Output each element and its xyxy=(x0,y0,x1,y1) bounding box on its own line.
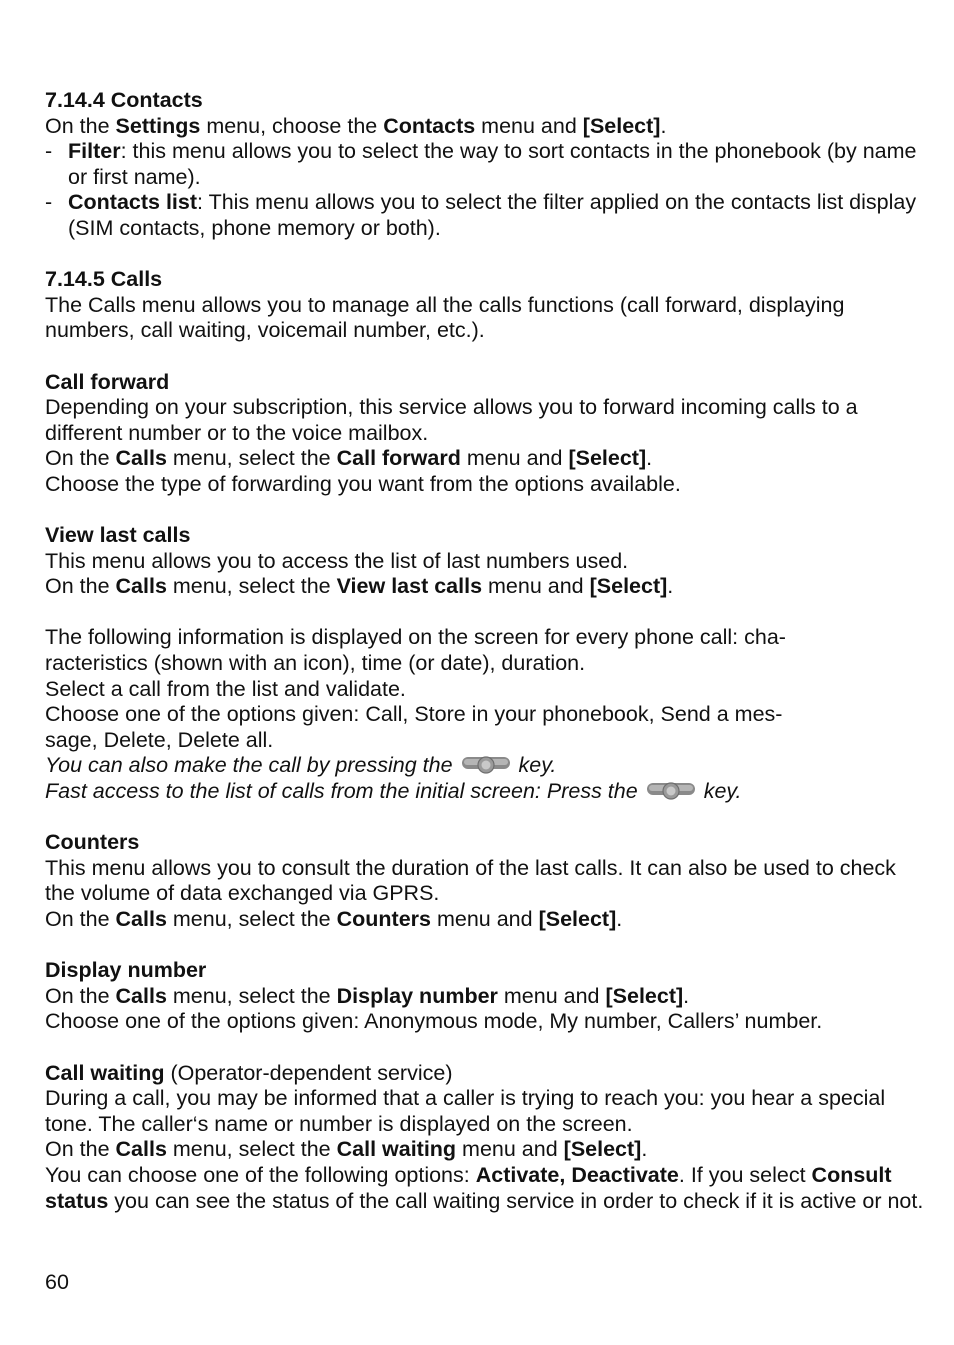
text-run: . xyxy=(683,983,690,1008)
text-run: menu, select the xyxy=(166,983,337,1008)
bullet-label: Filter xyxy=(68,139,121,164)
bold-term: [Select] xyxy=(605,983,684,1008)
section-heading-row xyxy=(45,1061,925,1087)
fast-access-note xyxy=(45,779,925,805)
section-call-info xyxy=(45,625,925,804)
text-run: menu, select the xyxy=(166,574,337,599)
bullet-label: Contacts list xyxy=(68,190,198,215)
section-contacts xyxy=(45,88,925,242)
calls-intro: The Calls menu allows you to manage all the calls functions (call forward, displaying numbers, call waiting, voicemail number, etc.). xyxy=(45,292,845,343)
text-run: menu, select the xyxy=(166,1137,337,1162)
text-run: menu, select the xyxy=(166,907,337,931)
section-heading: Call waiting xyxy=(45,1060,165,1085)
bullet-item-contacts-list xyxy=(45,190,925,241)
bold-term: Call forward xyxy=(336,446,461,471)
bold-term: Settings xyxy=(115,113,201,138)
section-heading: 7.14.4 Contacts xyxy=(45,88,203,112)
text-run: On the xyxy=(45,113,116,138)
contacts-intro xyxy=(45,114,925,140)
section-display-number xyxy=(45,958,925,1035)
bold-term: Consult status xyxy=(45,1162,892,1213)
text-run: . xyxy=(667,574,674,599)
call-forward-instruction xyxy=(45,446,925,472)
bullet-item-filter xyxy=(45,139,925,190)
text-run: menu and xyxy=(475,113,583,138)
section-heading: View last calls xyxy=(45,523,191,548)
bold-term: Calls xyxy=(115,574,167,599)
text-run: On the xyxy=(45,446,116,471)
heading-note: (Operator-dependent service) xyxy=(164,1060,453,1085)
section-heading: Call forward xyxy=(45,369,170,394)
bold-term: Contacts xyxy=(383,113,476,138)
section-heading: Counters xyxy=(45,830,140,855)
view-last-calls-instruction xyxy=(45,574,925,600)
text-run: On the xyxy=(45,574,116,599)
page-number: 60 xyxy=(45,1270,69,1294)
bold-term: Activate, Deactivate xyxy=(475,1162,679,1187)
section-calls xyxy=(45,267,925,344)
call-options-line: sage, Delete, Delete all. xyxy=(45,727,274,752)
display-number-options: Choose one of the options given: Anonymous mode, My number, Callers’ number. xyxy=(45,1009,823,1034)
text-run: You can choose one of the following options: xyxy=(45,1162,476,1187)
text-run: menu, select the xyxy=(166,446,337,471)
display-number-instruction xyxy=(45,984,925,1010)
bold-term: [Select] xyxy=(568,446,647,471)
call-select-line: Select a call from the list and validate. xyxy=(45,676,406,701)
text-run: On the xyxy=(45,907,116,931)
note-text: Fast access to the list of calls from the initial screen: Press the xyxy=(45,779,638,804)
note-text: key. xyxy=(518,753,557,778)
note-text: You can also make the call by pressing the xyxy=(45,753,453,778)
bold-term: Counters xyxy=(336,907,431,931)
bold-term: Calls xyxy=(115,446,167,471)
call-info-line: The following information is displayed on the screen for every phone call: cha- xyxy=(45,625,786,650)
view-last-calls-description: This menu allows you to access the list of last numbers used. xyxy=(45,548,629,573)
call-info-line: racteristics (shown with an icon), time (or date), duration. xyxy=(45,651,586,676)
bold-term: [Select] xyxy=(589,574,668,599)
text-run: On the xyxy=(45,1137,116,1162)
bold-term: [Select] xyxy=(538,907,617,931)
bullet-text: : this menu allows you to select the way to sort contacts in the phonebook (by name or first name). xyxy=(68,139,917,189)
text-run: . xyxy=(660,113,667,138)
text-run: menu and xyxy=(460,446,569,471)
text-run: menu and xyxy=(497,983,606,1008)
bullet-dash: - xyxy=(45,139,53,164)
note-text: key. xyxy=(703,779,742,804)
green-call-key-icon xyxy=(461,753,511,775)
call-waiting-instruction xyxy=(45,1137,925,1163)
bold-term: [Select] xyxy=(582,113,661,138)
text-run: On the xyxy=(45,983,116,1008)
text-run: menu and xyxy=(430,907,539,931)
section-counters xyxy=(45,830,925,932)
section-heading: 7.14.5 Calls xyxy=(45,267,163,292)
text-run: . xyxy=(641,1137,648,1162)
bold-term: Calls xyxy=(115,983,167,1008)
call-forward-description: Depending on your subscription, this service allows you to forward incoming calls to a different number or to the voice mailbox. xyxy=(45,395,858,445)
counters-instruction xyxy=(45,907,925,933)
manual-page xyxy=(45,88,925,1214)
text-run: . If you select xyxy=(678,1162,812,1187)
bold-term: Calls xyxy=(115,907,167,931)
call-waiting-options xyxy=(45,1163,925,1214)
call-waiting-description: During a call, you may be informed that a caller is trying to reach you: you hear a special tone. The caller‘s name or number is displayed on the screen. xyxy=(45,1086,886,1136)
bullet-dash: - xyxy=(45,190,53,215)
call-options-line: Choose one of the options given: Call, Store in your phonebook, Send a mes- xyxy=(45,702,783,727)
bold-term: [Select] xyxy=(563,1137,642,1162)
text-run: menu, choose the xyxy=(200,113,384,138)
section-heading: Display number xyxy=(45,958,207,983)
text-run: . xyxy=(646,446,653,471)
bullet-text: : This menu allows you to select the filter applied on the contacts list display (SIM contacts, phone memory or both). xyxy=(68,190,917,240)
text-run: . xyxy=(616,907,623,931)
section-call-forward xyxy=(45,370,925,498)
text-run: you can see the status of the call waiting service in order to check if it is active or not. xyxy=(108,1188,924,1213)
section-call-waiting xyxy=(45,1061,925,1215)
green-call-key-icon xyxy=(646,779,696,801)
text-run: menu and xyxy=(456,1137,564,1162)
bold-term: Display number xyxy=(336,983,498,1008)
bold-term: View last calls xyxy=(336,574,483,599)
bold-term: Calls xyxy=(115,1137,167,1162)
counters-description: This menu allows you to consult the duration of the last calls. It can also be used to check the volume of data exchanged via GPRS. xyxy=(45,855,896,906)
call-key-note xyxy=(45,753,925,779)
section-view-last-calls xyxy=(45,523,925,600)
text-run: menu and xyxy=(482,574,590,599)
bold-term: Call waiting xyxy=(336,1137,457,1162)
call-forward-choose: Choose the type of forwarding you want from the options available. xyxy=(45,471,681,496)
